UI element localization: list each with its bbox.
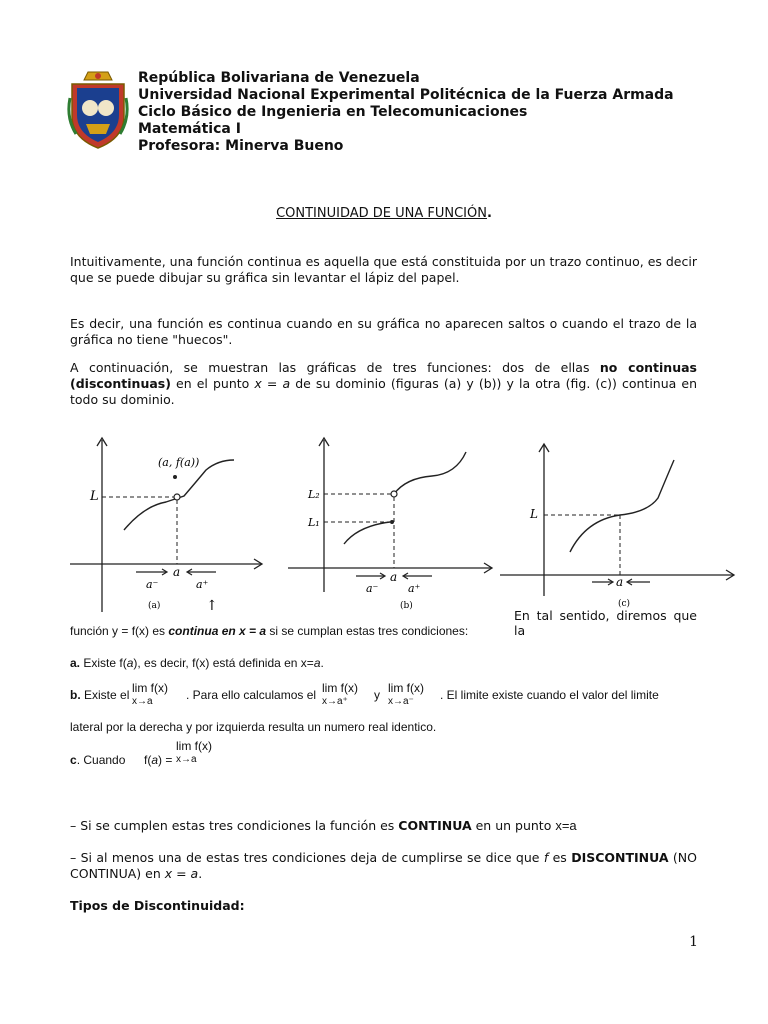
cond-a-label: a. <box>70 656 81 670</box>
paragraph-intuitive: Intuitivamente, una función continua es aquella que está constituida por un trazo continuo, es decir que se puede dibujar su gráfica sin levantar el lápiz del papel. <box>70 254 697 285</box>
condition-b-start <box>70 688 129 702</box>
rule2-c: es <box>548 850 572 865</box>
fig-c-label-L: L <box>530 507 538 521</box>
rule2-e: (NO CONTINUA) en <box>70 850 697 881</box>
fig-a-up-arrow: ↑ <box>206 598 218 614</box>
cond-a-text4: a <box>313 656 321 670</box>
lim-4-sub: x→a <box>176 754 197 765</box>
fig-b-label-a-plus: a⁺ <box>408 582 421 595</box>
cond-b-text1: Existe el <box>80 688 130 702</box>
fig-b-label-a-minus: a⁻ <box>366 582 379 595</box>
cond-c-text1: . Cuando <box>76 753 126 767</box>
rule1-a: – Si se cumplen estas tres condiciones la función es <box>70 818 399 833</box>
p3-part-a: A continuación, se muestran las gráficas de tres funciones: dos de ellas <box>70 360 600 375</box>
fig-a-label-point: (a, f(a)) <box>158 456 200 469</box>
fig-a-caption: (a) <box>148 601 161 611</box>
institution-header <box>138 70 674 155</box>
p3-bold-discontinuous: no continuas (discontinuas) <box>70 360 697 391</box>
header-line-2: Universidad Nacional Experimental Politécnica de la Fuerza Armada <box>138 87 674 103</box>
fig-b-filled-point <box>390 520 394 524</box>
lim-2-sub: x→a⁺ <box>322 696 348 707</box>
rule-continuous <box>70 818 697 834</box>
cond-c-f-of-a <box>144 753 172 767</box>
p3-part-c: en el punto <box>170 376 255 391</box>
header-line-1: República Bolivariana de Venezuela <box>138 70 420 86</box>
rule1-x-equals-a: x=a <box>555 818 577 833</box>
conditions-intro <box>70 624 468 638</box>
fig-b-label-L2: L₂ <box>308 488 320 501</box>
p3-part-e: de su dominio (figuras (a) y (b)) y la otra (fig. (c)) continua en todo su dominio. <box>70 376 697 407</box>
condition-c-start <box>70 753 125 767</box>
lim-expression-1 <box>132 682 168 708</box>
cond-b-y: y <box>374 688 380 702</box>
page-number: 1 <box>689 934 698 950</box>
paragraph-graphs-intro <box>70 360 697 408</box>
fig-a-open-point <box>174 494 180 500</box>
rule2-a: – Si al menos una de estas tres condiciones deja de cumplirse se dice que <box>70 850 544 865</box>
cond-b-text2: . Para ello calculamos el <box>186 688 317 702</box>
fig-a-label-a-minus: a⁻ <box>146 578 159 591</box>
fig-c-curve <box>570 460 674 552</box>
page-title-text: CONTINUIDAD DE UNA FUNCIÓN <box>276 206 487 221</box>
header-line-5: Profesora: Minerva Bueno <box>138 138 344 154</box>
figure-c-continuous-graph <box>498 440 738 610</box>
university-logo <box>66 68 130 152</box>
fig-b-caption: (b) <box>400 601 413 611</box>
section-heading-tipos: Tipos de Discontinuidad: <box>70 898 245 913</box>
rule2-x-equals-a: x = a <box>164 866 199 881</box>
fig-a-label-a-plus: a⁺ <box>196 578 209 591</box>
p3-x-equals-a: x = a <box>254 376 291 391</box>
fig-b-left-curve <box>344 522 390 544</box>
fig-b-label-L1: L₁ <box>308 516 320 529</box>
condition-a <box>70 656 324 670</box>
header-line-4: Matemática I <box>138 121 241 137</box>
fig-a-label-a: a <box>173 565 181 579</box>
lim-expression-left <box>388 682 424 708</box>
cond-a-text5: . <box>320 656 324 670</box>
cond-a-text1: Existe f( <box>80 656 127 670</box>
lim-3-sub: x→a⁻ <box>388 696 414 707</box>
fig-b-label-a: a <box>390 570 398 584</box>
fig-a-label-L: L <box>90 489 99 504</box>
lim-4-top: lim f(x) <box>176 739 212 753</box>
lim-1-sub: x→a <box>132 696 153 707</box>
lim-2-top: lim f(x) <box>322 681 358 695</box>
fig-b-open-point <box>391 491 397 497</box>
sentido-text: En tal sentido, diremos que la <box>514 608 697 638</box>
cond-b-continuation: lateral por la derecha y por izquierda resulta un numero real identico. <box>70 720 437 734</box>
fig-c-label-a: a <box>616 575 624 589</box>
page-title <box>0 206 768 221</box>
cond-c-text4: ) = <box>158 753 173 767</box>
rule2-f: f <box>543 850 549 865</box>
header-line-3: Ciclo Básico de Ingenieria en Telecomunicaciones <box>138 104 528 120</box>
figure-b-jump-graph <box>286 436 496 614</box>
paragraph-no-holes: Es decir, una función es continua cuando en su gráfica no aparecen saltos o cuando el trazo de la gráfica no tiene "huecos". <box>70 316 697 347</box>
lim-expression-right <box>322 682 358 708</box>
cond-c-text2: f( <box>144 753 152 767</box>
cond-c-text3: a <box>151 753 159 767</box>
cond-a-text3: ), es decir, f(x) está definida en x= <box>133 656 314 670</box>
cond-a-text2: a <box>126 656 134 670</box>
shield-emblem-icon <box>66 68 130 152</box>
cond-c-label: c <box>70 753 77 767</box>
cond-intro-continua: continua en x = a <box>168 624 267 638</box>
fig-b-right-curve <box>394 452 466 494</box>
lim-1-top: lim f(x) <box>132 681 168 695</box>
rule1-continua: CONTINUA <box>398 818 472 833</box>
fig-a-filled-point <box>173 475 177 479</box>
rule2-g: . <box>198 866 203 881</box>
cond-intro-c: si se cumplan estas tres condiciones: <box>266 624 469 638</box>
lim-expression-c <box>176 740 212 766</box>
fig-c-caption: (c) <box>618 599 631 609</box>
cond-b-text3: . El limite existe cuando el valor del limite <box>440 688 659 702</box>
cond-b-label: b. <box>70 688 81 702</box>
rule-discontinuous <box>70 850 697 882</box>
lim-3-top: lim f(x) <box>388 681 424 695</box>
cond-intro-a: función y = f(x) es <box>70 624 169 638</box>
rule2-discontinua: DISCONTINUA <box>571 850 669 865</box>
rule1-c: en un punto <box>471 818 556 833</box>
page-title-dot: . <box>486 206 492 221</box>
figure-a-discontinuous-graph <box>66 436 266 614</box>
